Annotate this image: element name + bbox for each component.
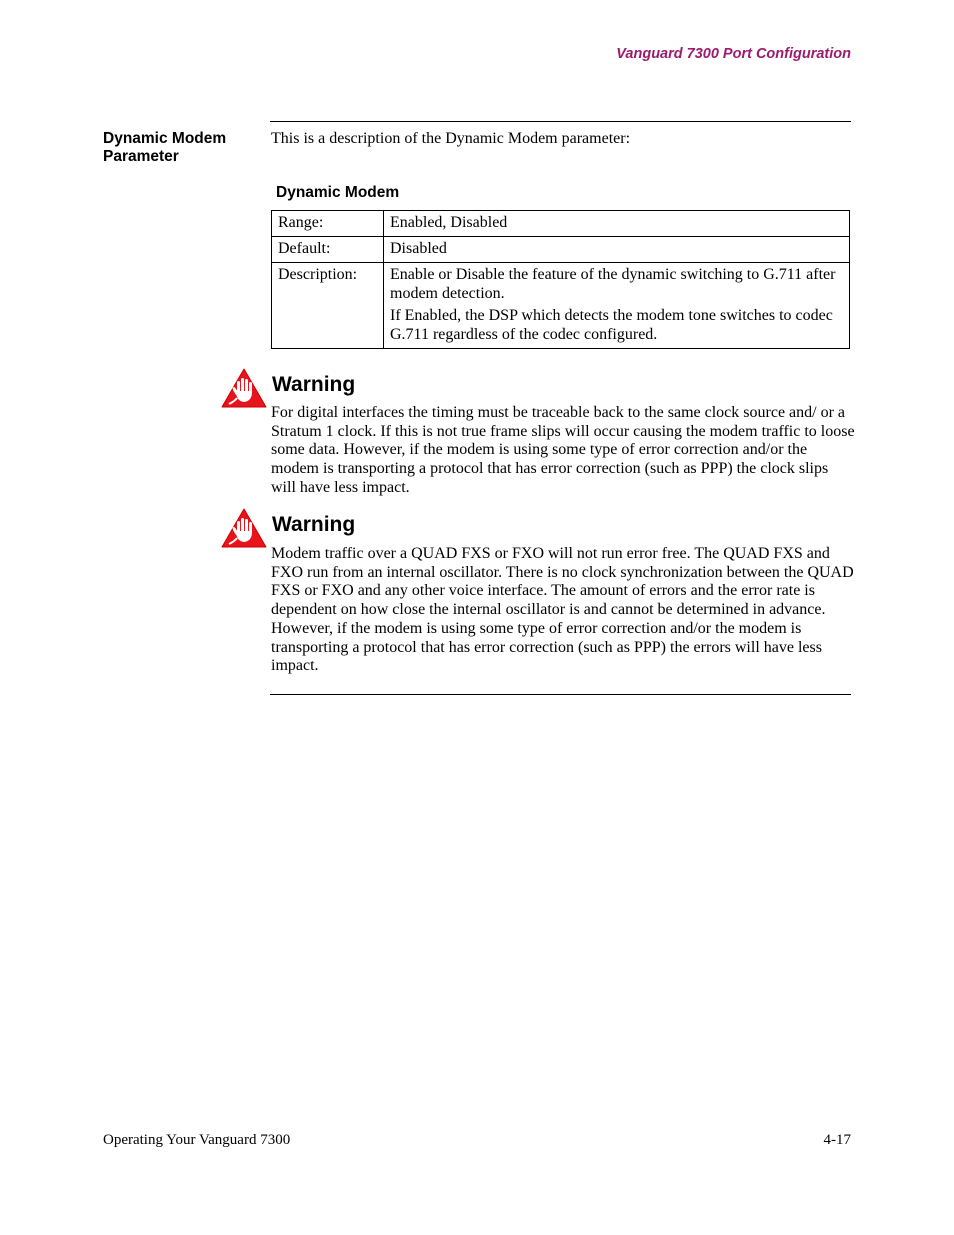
warning-body: Modem traffic over a QUAD FXS or FXO will not run error free. The QUAD FXS and FXO run from an internal oscillator. There is no clock synchronization between the QUAD FXS or FXO and any other voice interface. The amount of errors and the error rate is dependent on how close the internal oscillator is and cannot be determined in advance. However, if the modem is using some type of error correction and/or the modem is transporting a protocol that has error correction (such as PPP) the errors will have less impact. (271, 545, 854, 675)
warning-title: Warning (272, 373, 356, 396)
table-caption: Dynamic Modem (276, 184, 400, 201)
row-value (384, 263, 850, 349)
value-paragraph: If Enabled, the DSP which detects the modem tone switches to codec G.711 regardless of the codec configured. (390, 307, 833, 343)
table-row (272, 211, 850, 237)
section-intro: This is a description of the Dynamic Modem parameter: (271, 130, 631, 147)
section-top-rule (270, 121, 851, 122)
row-value (384, 211, 850, 237)
row-label: Description: (272, 263, 384, 349)
value-paragraph: Disabled (390, 240, 447, 257)
warning-hand-icon (221, 508, 267, 548)
value-paragraph: Enable or Disable the feature of the dynamic switching to G.711 after modem detection. (390, 266, 836, 302)
row-value (384, 237, 850, 263)
row-label: Default: (272, 237, 384, 263)
value-paragraph: Enabled, Disabled (390, 214, 508, 231)
warning-title: Warning (272, 513, 356, 536)
row-label: Range: (272, 211, 384, 237)
footer-title: Operating Your Vanguard 7300 (103, 1132, 291, 1148)
page-number: 4-17 (823, 1132, 851, 1148)
parameter-table (271, 210, 850, 349)
section-heading: Dynamic Modem Parameter (103, 130, 227, 165)
table-row (272, 263, 850, 349)
section-bottom-rule (270, 694, 851, 695)
warning-hand-icon (221, 368, 267, 408)
warning-body: For digital interfaces the timing must be traceable back to the same clock source and/ or a Stratum 1 clock. If this is not true frame slips will occur causing the modem traffic to loose some data. However, if the modem is using some type of error correction and/or the modem is transporting a protocol that has error correction (such as PPP) the clock slips will have less impact. (271, 404, 855, 496)
table-row (272, 237, 850, 263)
running-header: Vanguard 7300 Port Configuration (616, 46, 851, 62)
